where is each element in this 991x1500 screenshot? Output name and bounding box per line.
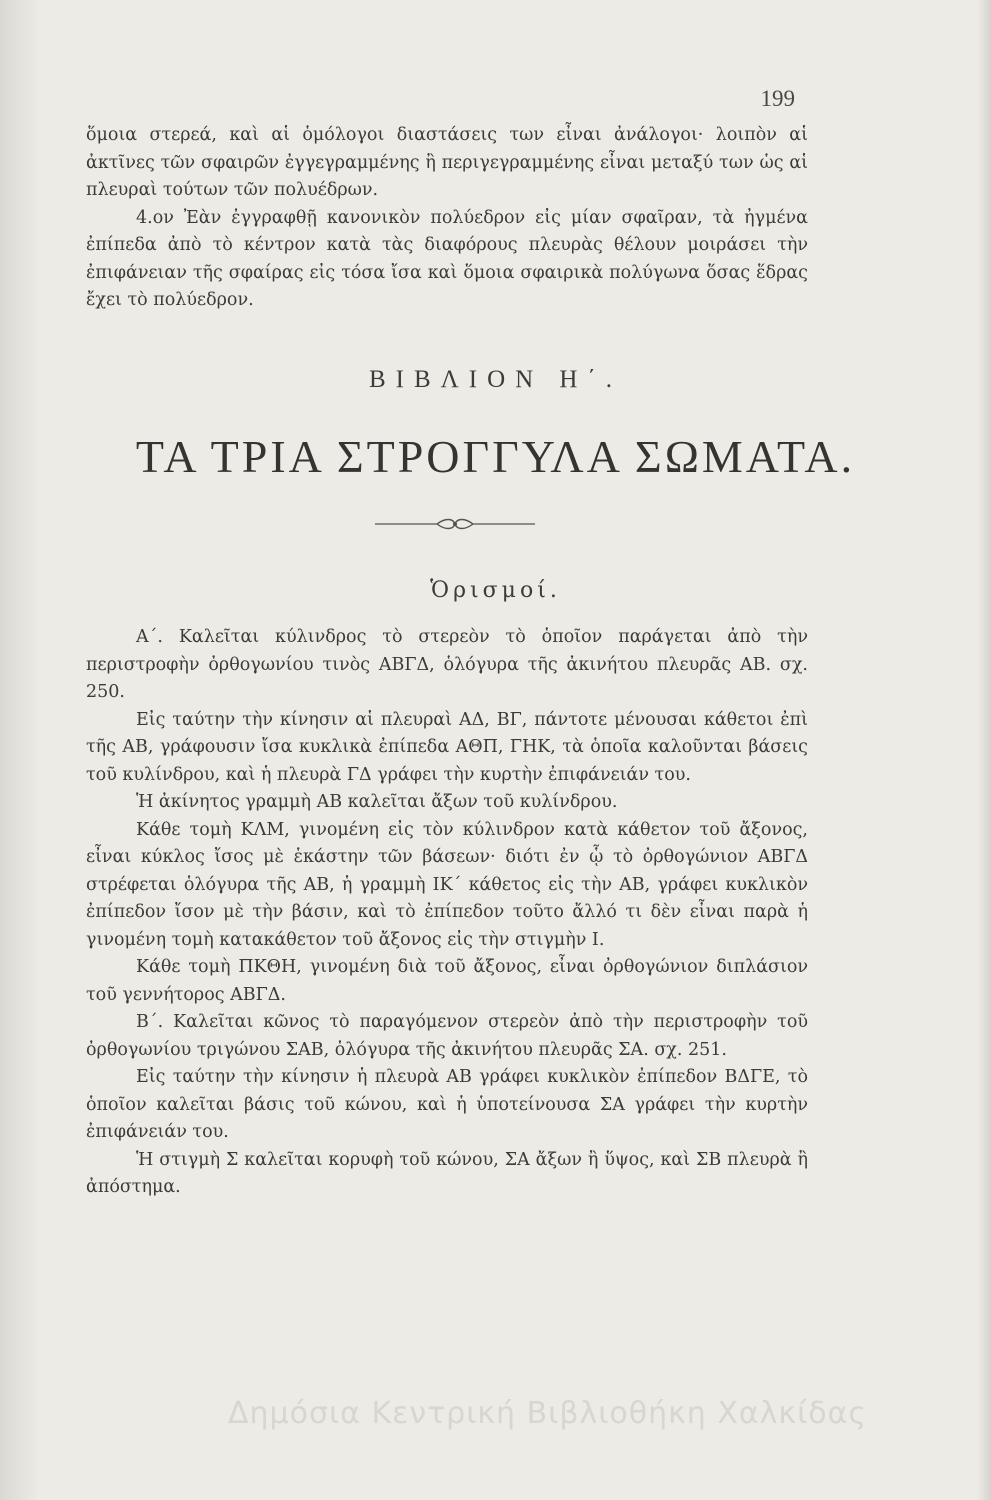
ornament-divider-icon — [375, 514, 535, 534]
top-text-block — [86, 122, 808, 315]
paragraph: ὅμοια στερεά, καὶ αἱ ὁμόλογοι διαστάσεις των εἶναι ἀνάλογοι· λοιπὸν αἱ ἀκτῖνες τῶν σφαιρῶν ἐγγεγραμμένης ἢ περιγεγραμμένης εἶναι μεταξύ των ὡς αἱ πλευραὶ τούτων τῶν πολυέδρων. — [86, 125, 808, 200]
book-heading: ΒΙΒΛΙΟΝ Η΄. — [368, 366, 623, 393]
paragraph: Κάθε τομὴ ΠΚΘΗ, γινομένη διὰ τοῦ ἄξονος, εἶναι ὀρθογώνιον διπλάσιον τοῦ γεννήτορος ΑΒΓΔ. — [86, 957, 808, 1005]
chapter-title: ΤΑ ΤΡΙΑ ΣΤΡΟΓΓΥΛΑ ΣΩΜΑΤΑ. — [135, 431, 856, 482]
paragraph: Εἰς ταύτην τὴν κίνησιν αἱ πλευραὶ ΑΔ, ΒΓ, πάντοτε μένουσαι κάθετοι ἐπὶ τῆς ΑΒ, γράφουσιν ἴσα κυκλικὰ ἐπίπεδα ΑΘΠ, ΓΗΚ, τὰ ὁποῖα καλοῦνται βάσεις τοῦ κυλίνδρου, καὶ ἡ πλευρὰ ΓΔ γράφει τὴν κυρτὴν ἐπιφάνειάν του. — [86, 709, 808, 785]
library-watermark: Δημόσια Κεντρική Βιβλιοθήκη Χαλκίδας — [228, 1396, 867, 1431]
paragraph: Κάθε τομὴ ΚΛΜ, γινομένη εἰς τὸν κύλινδρον κατὰ κάθετον τοῦ ἄξονος, εἶναι κύκλος ἴσος μὲ ἑκάστην τῶν βάσεων· διότι ἐν ᾧ τὸ ὀρθογώνιον ΑΒΓΔ στρέφεται ὁλόγυρα τῆς ΑΒ, ἡ γραμμὴ ΙΚ΄ κάθετος εἰς τὴν ΑΒ, γράφει κυκλικὸν ἐπίπεδον ἴσον μὲ τὴν βάσιν, καὶ τὸ ἐπίπεδον τοῦτο ἄλλό τι δὲν εἶναι παρὰ ἡ γινομένη τομὴ κατακάθετον τοῦ ἄξονος εἰς τὴν στιγμὴν Ι. — [86, 819, 808, 950]
paragraph: Ἡ ἀκίνητος γραμμὴ ΑΒ καλεῖται ἄξων τοῦ κυλίνδρου. — [136, 792, 618, 812]
paragraph: Ἡ στιγμὴ Σ καλεῖται κορυφὴ τοῦ κώνου, ΣΑ ἄξων ἢ ὕψος, καὶ ΣΒ πλευρὰ ἢ ἀπόστημα. — [86, 1149, 808, 1197]
section-heading: Ὁρισμοί. — [430, 578, 561, 603]
paragraph: Β΄. Καλεῖται κῶνος τὸ παραγόμενον στερεὸν ἀπὸ τὴν περιστροφὴν τοῦ ὀρθογωνίου τριγώνου ΣΑΒ, ὁλόγυρα τῆς ἀκινήτου πλευρᾶς ΣΑ. σχ. 251. — [86, 1012, 808, 1060]
page-number: 199 — [760, 86, 795, 111]
paragraph: Εἰς ταύτην τὴν κίνησιν ἡ πλευρὰ ΑΒ γράφει κυκλικὸν ἐπίπεδον ΒΔΓΕ, τὸ ὁποῖον καλεῖται βάσις τοῦ κώνου, καὶ ἡ ὑποτείνουσα ΣΑ γράφει τὴν κυρτὴν ἐπιφάνειάν του. — [86, 1067, 808, 1142]
paragraph: Α΄. Καλεῖται κύλινδρος τὸ στερεὸν τὸ ὁποῖον παράγεται ἀπὸ τὴν περιστροφὴν ὀρθογωνίου τινὸς ΑΒΓΔ, ὁλόγυρα τῆς ἀκινήτου πλευρᾶς ΑΒ. σχ. 250. — [86, 627, 808, 702]
page-edge-shadow — [977, 0, 991, 1500]
paragraph: 4.ον Ἐὰν ἐγγραφθῇ κανονικὸν πολύεδρον εἰς μίαν σφαῖραν, τὰ ἠγμένα ἐπίπεδα ἀπὸ τὸ κέντρον κατὰ τὰς διαφόρους πλευρὰς θέλουν μοιράσει τὴν ἐπιφάνειαν τῆς σφαίρας εἰς τόσα ἴσα καὶ ὅμοια σφαιρικὰ πολύγωνα ὅσας ἕδρας ἔχει τὸ πολύεδρον. — [86, 207, 808, 310]
body-text-block — [86, 624, 808, 1202]
binding-shadow — [0, 0, 40, 1500]
